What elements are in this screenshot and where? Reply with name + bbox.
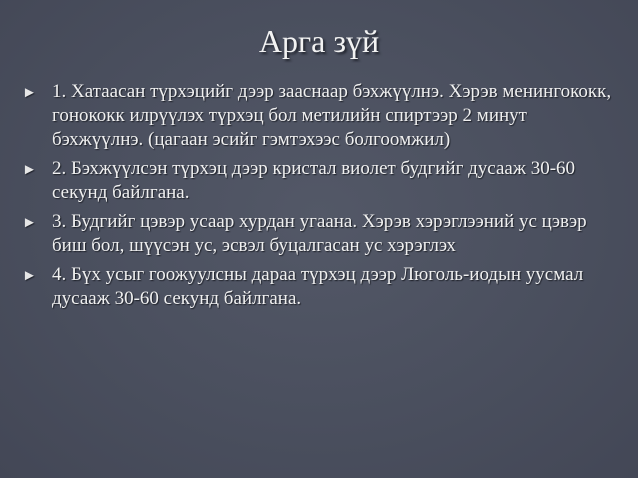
bullet-item-1 bbox=[22, 80, 622, 152]
bullet-list bbox=[22, 80, 622, 316]
bullet-arrow-icon: ► bbox=[22, 162, 37, 178]
bullet-text-3: 3. Будгийг цэвэр усаар хурдан угаана. Хэрэв хэрэглээний ус цэвэр биш бол, шүүсэн ус, эсвэл буцалгасан ус хэрэглэх bbox=[52, 211, 587, 256]
bullet-item-2 bbox=[22, 157, 622, 205]
bullet-item-3 bbox=[22, 210, 622, 258]
bullet-arrow-icon: ► bbox=[22, 268, 37, 284]
bullet-text-4: 4. Бүх усыг гоожуулсны дараа түрхэц дээр Люголь-иодын уусмал дусааж 30-60 секунд байлгана. bbox=[52, 264, 584, 309]
bullet-text-2: 2. Бэхжүүлсэн түрхэц дээр кристал виолет будгийг дусааж 30-60 секунд байлгана. bbox=[52, 158, 576, 203]
bullet-text-1: 1. Хатаасан түрхэцийг дээр зааснаар бэхжүүлнэ. Хэрэв менингококк, гонококк илрүүлэх түрхэц бол метилийн спиртээр 2 минут бэхжүүлнэ. (цагаан эсийг гэмтэхээс болгоомжил) bbox=[52, 81, 612, 150]
bullet-arrow-icon: ► bbox=[22, 215, 37, 231]
slide-title: Арга зүй bbox=[258, 23, 380, 59]
bullet-arrow-icon: ► bbox=[22, 85, 37, 101]
bullet-item-4 bbox=[22, 263, 622, 311]
